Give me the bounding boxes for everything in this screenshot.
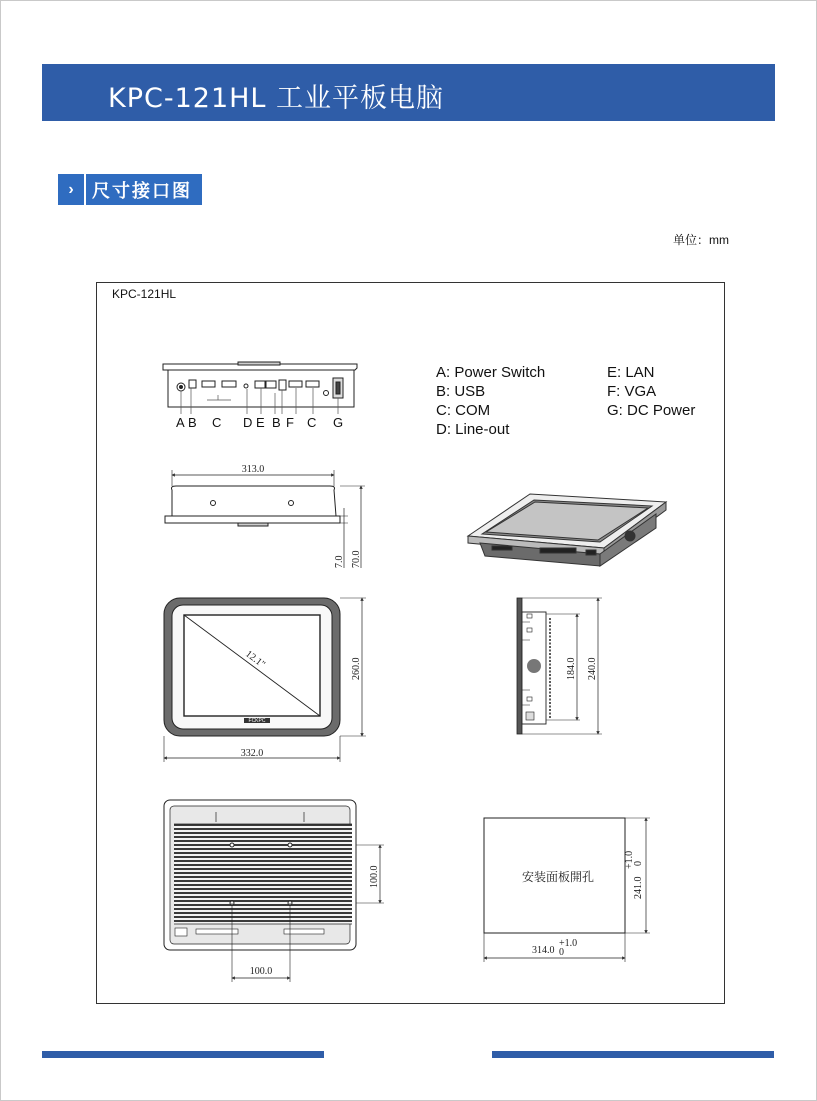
dim-cutout-width: 314.0 <box>532 945 555 956</box>
perspective-view <box>468 494 666 566</box>
dim-cutout-height: 241.0 <box>633 876 644 899</box>
port-letter: C <box>212 415 222 430</box>
legend-item: C: COM <box>436 402 491 419</box>
tol-zero: 0 <box>633 861 644 866</box>
port-letter: D <box>243 415 253 430</box>
top-side-view <box>165 470 365 568</box>
dim-profile-inner: 184.0 <box>566 657 577 680</box>
legend-item: F: VGA <box>607 383 657 400</box>
cutout-label: 安装面板開孔 <box>521 870 595 884</box>
tol-zero: 0 <box>559 947 564 958</box>
legend-item: G: DC Power <box>607 402 696 419</box>
port-letter: A <box>176 415 185 430</box>
port-letter: E <box>256 415 265 430</box>
dim-side-depth-small: 7.0 <box>334 555 345 568</box>
tol-plus: +1.0 <box>559 938 578 949</box>
tol-plus: +1.0 <box>624 850 635 869</box>
dim-side-depth-total: 70.0 <box>351 550 362 568</box>
legend-item: A: Power Switch <box>436 364 546 381</box>
unit-label: 单位：mm <box>673 233 729 247</box>
port-letter: C <box>307 415 317 430</box>
legend-item: B: USB <box>436 383 486 400</box>
dim-diagonal: 12.1" <box>243 648 268 671</box>
legend-item: E: LAN <box>607 364 655 381</box>
port-letter: F <box>286 415 294 430</box>
port-letter: G <box>333 415 344 430</box>
section-title: 尺寸接口图 <box>86 174 202 205</box>
dim-side-width: 313.0 <box>241 464 265 475</box>
port-letters <box>176 415 343 430</box>
back-view <box>164 800 384 982</box>
dim-vesa-horizontal: 100.0 <box>249 966 273 977</box>
dim-front-width: 332.0 <box>240 748 264 759</box>
dim-front-height: 260.0 <box>351 657 362 680</box>
footer-bar-right <box>492 1051 774 1058</box>
port-letter: B <box>272 415 281 430</box>
brand-logo: FCKPC <box>248 718 266 724</box>
front-view <box>164 598 366 762</box>
chevron-right-icon: › <box>58 174 84 205</box>
legend-item: D: Line-out <box>436 421 510 438</box>
dim-profile-outer: 240.0 <box>587 657 598 680</box>
io-side-view <box>163 362 357 414</box>
model-label: KPC-121HL <box>112 287 177 301</box>
port-letter: B <box>188 415 197 430</box>
dim-vesa-vertical: 100.0 <box>369 865 380 888</box>
page-title: KPC-121HL 工业平板电脑 <box>108 83 445 114</box>
footer-bar-left <box>42 1051 324 1058</box>
